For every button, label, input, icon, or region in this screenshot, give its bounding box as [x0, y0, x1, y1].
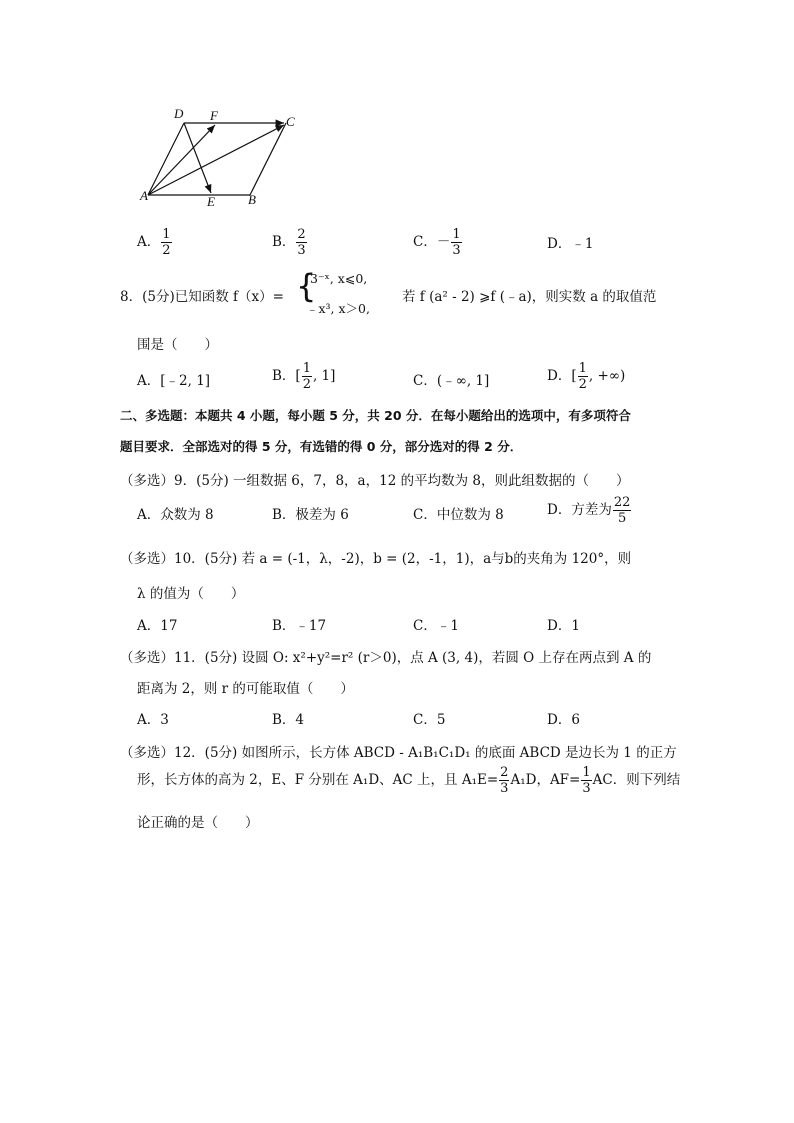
q10-option-b: B．﹣17 [272, 618, 327, 634]
q7-option-a: A． $\frac{1}{2}$ [137, 227, 171, 258]
q12-fraction-2: $\frac{1}{3}$ [582, 765, 591, 796]
q11-stem: （多选）11．(5分) 设圆 O: x²+y²=r² (r＞0)，点 A (3, 4)，若圆 O 上存在两点到 A 的 [120, 650, 652, 666]
q10-option-a: A．17 [137, 618, 178, 634]
q8-stem-line2: 围是（ ） [137, 337, 218, 353]
parallelogram-diagram [138, 105, 308, 213]
q9-d-fraction: $\frac{22}{5}$ [613, 495, 631, 526]
q7-option-d: D．﹣1 [547, 236, 594, 252]
q8-b-fraction: $\frac{1}{2}$ [302, 361, 311, 392]
q12-line2: 形，长方体的高为 2，E、F 分别在 A₁D、AC 上，且 A₁E= $\frac{2}{3}$ A₁D，AF= $\frac{1}{3}$ AC．则下列结 [137, 765, 681, 796]
q12-stem: （多选）12．(5分) 如图所示，长方体 ABCD - A₁B₁C₁D₁ 的底面 ABCD 是边长为 1 的正方 [120, 745, 677, 761]
q10-option-d: D．1 [547, 618, 580, 634]
q12-line3: 论正确的是（ ） [137, 815, 259, 831]
q8-piece-1: 3⁻ˣ, x⩽0, [310, 271, 368, 286]
q8-stem-end: 若 f (a² - 2) ⩾f (﹣a)，则实数 a 的取值范 [402, 289, 657, 305]
label-d: D [174, 106, 184, 121]
q7-option-c: C．－ $\frac{1}{3}$ [413, 227, 461, 258]
q8-option-b: B．[ $\frac{1}{2}$ , 1] [272, 361, 336, 392]
q10-option-c: C．﹣1 [413, 618, 459, 634]
section2-heading-line1: 二、多选题：本题共 4 小题，每小题 5 分，共 20 分．在每小题给出的选项中，有多项符合 [120, 408, 631, 423]
q9-option-b: B．极差为 6 [272, 507, 349, 523]
q11-option-b: B．4 [272, 712, 305, 728]
parallelogram-figure [138, 105, 308, 213]
q8-d-fraction: $\frac{1}{2}$ [578, 361, 587, 392]
q8-option-d: D．[ $\frac{1}{2}$ , +∞) [547, 361, 626, 392]
label-b: B [248, 192, 256, 207]
section2-heading-line2: 题目要求．全部选对的得 5 分，有选错的得 0 分，部分选对的得 2 分． [120, 439, 523, 454]
q8-brace: { [296, 267, 317, 305]
q9-option-c: C．中位数为 8 [413, 507, 504, 523]
q8-stem-start: 8．(5分)已知函数 f（x）= [120, 289, 284, 305]
label-e: E [207, 194, 215, 209]
q9-stem: （多选）9．(5分) 一组数据 6，7，8，a，12 的平均数为 8，则此组数据的（ ） [120, 473, 630, 489]
q9-option-a: A．众数为 8 [137, 507, 214, 523]
q7-option-b: B． $\frac{2}{3}$ [272, 227, 306, 258]
label-a: A [140, 188, 148, 203]
q8-option-c: C．(﹣∞, 1] [413, 373, 490, 389]
q12-fraction-1: $\frac{2}{3}$ [500, 765, 509, 796]
q11-option-d: D．6 [547, 712, 580, 728]
q10-stem-line2: λ 的值为（ ） [137, 586, 245, 602]
q11-option-c: C．5 [413, 712, 446, 728]
label-f: F [210, 108, 218, 123]
label-c: C [286, 114, 295, 129]
q11-option-a: A．3 [137, 712, 169, 728]
q7-a-fraction: $\frac{1}{2}$ [162, 227, 171, 258]
q8-option-a: A．[﹣2, 1] [137, 373, 211, 389]
q8-piece-2: ﹣x³, x＞0, [306, 301, 370, 316]
q7-c-fraction: $\frac{1}{3}$ [452, 227, 461, 258]
q11-stem-line2: 距离为 2，则 r 的可能取值（ ） [137, 681, 354, 697]
q7-b-fraction: $\frac{2}{3}$ [297, 227, 306, 258]
q9-option-d: D．方差为 $\frac{22}{5}$ [547, 495, 631, 526]
q10-stem: （多选）10．(5分) 若 a = (-1，λ，-2)，b = (2，-1，1)，a与b的夹角为 120°，则 [120, 551, 632, 567]
